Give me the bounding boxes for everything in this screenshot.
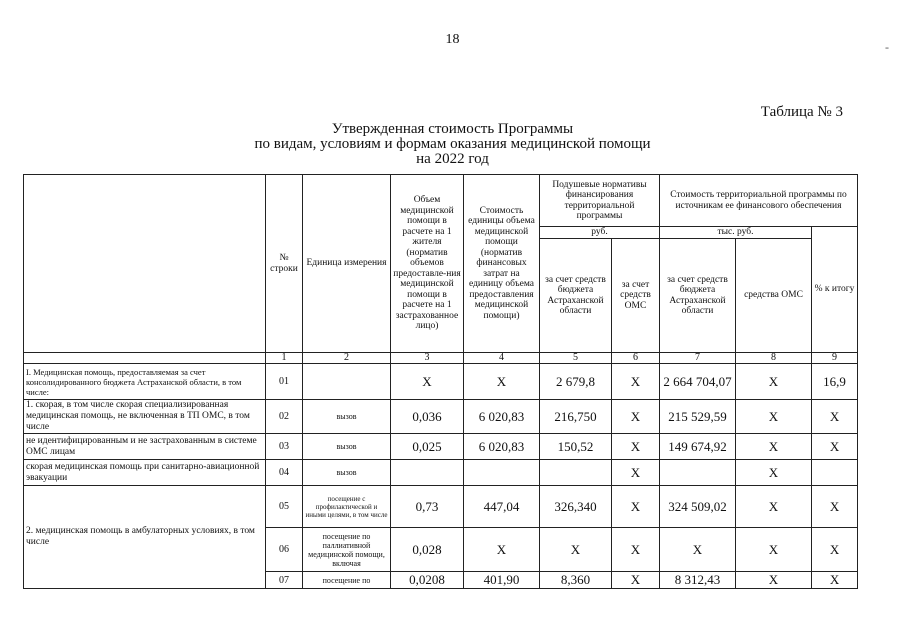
row-pc-oms: X [612, 572, 660, 589]
row-unit: посещение с профилактической и иными целями, в том числе [303, 486, 391, 528]
row-cost [464, 460, 540, 486]
index-cell: 8 [736, 353, 812, 364]
header-blank [24, 175, 266, 353]
row-code: 06 [266, 528, 303, 572]
header-cost-group: Стоимость территориальной программы по источникам ее финансового обеспечения [660, 175, 858, 227]
index-cell: 5 [540, 353, 612, 364]
row-cost: X [464, 364, 540, 400]
row-c-budget: 149 674,92 [660, 434, 736, 460]
row-c-oms: X [736, 528, 812, 572]
table-label: Таблица № 3 [760, 104, 843, 120]
row-c-oms: X [736, 572, 812, 589]
row-c-budget: X [660, 528, 736, 572]
row-c-budget: 2 664 704,07 [660, 364, 736, 400]
index-cell: 2 [303, 353, 391, 364]
row-cost: 447,04 [464, 486, 540, 528]
row-pc-budget: 216,750 [540, 400, 612, 434]
row-volume [391, 460, 464, 486]
row-cost: X [464, 528, 540, 572]
index-cell: 6 [612, 353, 660, 364]
row-percent: X [812, 486, 858, 528]
page-number: 18 [445, 32, 460, 47]
row-percent [812, 460, 858, 486]
index-cell: 7 [660, 353, 736, 364]
row-pc-budget: X [540, 528, 612, 572]
row-cost: 6 020,83 [464, 400, 540, 434]
row-pc-oms: X [612, 460, 660, 486]
index-cell-blank [24, 353, 266, 364]
row-label: не идентифицированным и не застрахованным в системе ОМС лицам [24, 434, 266, 460]
row-pc-budget: 2 679,8 [540, 364, 612, 400]
row-volume: 0,028 [391, 528, 464, 572]
row-c-budget: 215 529,59 [660, 400, 736, 434]
row-pc-budget [540, 460, 612, 486]
header-unit: Единица измерения [303, 175, 391, 353]
row-c-oms: X [736, 460, 812, 486]
row-unit: посещение по [303, 572, 391, 589]
row-c-oms: X [736, 400, 812, 434]
row-unit: вызов [303, 460, 391, 486]
row-c-budget: 8 312,43 [660, 572, 736, 589]
index-cell: 1 [266, 353, 303, 364]
index-cell: 3 [391, 353, 464, 364]
row-label: 1. скорая, в том числе скорая специализированная медицинская помощь, не включенная в ТП ОМС, в том числе [24, 400, 266, 434]
header-per-capita-unit: руб. [540, 227, 660, 239]
row-pc-budget: 150,52 [540, 434, 612, 460]
table-row [24, 434, 858, 460]
row-code: 01 [266, 364, 303, 400]
row-c-oms: X [736, 486, 812, 528]
header-volume: Объем медицинской помощи в расчете на 1 жителя (норматив объемов предоставле-ния медицинской помощи в расчете на 1 застрахованное лицо) [391, 175, 464, 353]
table-row [24, 364, 858, 400]
row-label: скорая медицинская помощь при санитарно-авиационной эвакуации [24, 460, 266, 486]
row-volume: 0,025 [391, 434, 464, 460]
header-pc-oms: за счет средств ОМС [612, 239, 660, 353]
header-c-budget: за счет средств бюджета Астраханской области [660, 239, 736, 353]
table-row [24, 400, 858, 434]
table-row [24, 460, 858, 486]
row-pc-oms: X [612, 434, 660, 460]
row-volume: X [391, 364, 464, 400]
row-percent: X [812, 434, 858, 460]
scan-mark: - [885, 40, 889, 54]
title-line-2: по видам, условиям и формам оказания медицинской помощи [254, 136, 651, 152]
row-unit: вызов [303, 400, 391, 434]
row-cost: 401,90 [464, 572, 540, 589]
row-volume: 0,036 [391, 400, 464, 434]
table-row [24, 486, 858, 528]
row-c-oms: X [736, 364, 812, 400]
header-percent: % к итогу [812, 227, 858, 353]
row-percent: X [812, 400, 858, 434]
row-cost: 6 020,83 [464, 434, 540, 460]
row-pc-budget: 8,360 [540, 572, 612, 589]
header-pc-budget: за счет средств бюджета Астраханской области [540, 239, 612, 353]
title-line-3: на 2022 год [416, 151, 489, 167]
row-label: I. Медицинская помощь, предоставляемая за счет консолидированного бюджета Астраханской области, в том числе: [24, 364, 266, 400]
row-code: 04 [266, 460, 303, 486]
row-percent: X [812, 528, 858, 572]
row-c-budget [660, 460, 736, 486]
row-volume: 0,0208 [391, 572, 464, 589]
index-cell: 4 [464, 353, 540, 364]
header-cost-unit: тыс. руб. [660, 227, 812, 239]
row-pc-oms: X [612, 400, 660, 434]
title-line-1: Утвержденная стоимость Программы [331, 121, 574, 137]
header-c-oms: средства ОМС [736, 239, 812, 353]
row-code: 03 [266, 434, 303, 460]
row-code: 05 [266, 486, 303, 528]
row-c-budget: 324 509,02 [660, 486, 736, 528]
row-unit: вызов [303, 434, 391, 460]
document-title [0, 122, 905, 167]
index-cell: 9 [812, 353, 858, 364]
row-unit: посещение по паллиативной медицинской помощи, включая [303, 528, 391, 572]
row-pc-oms: X [612, 486, 660, 528]
row-pc-oms: X [612, 364, 660, 400]
row-percent: X [812, 572, 858, 589]
row-label: 2. медицинская помощь в амбулаторных условиях, в том числе [24, 486, 266, 589]
row-percent: 16,9 [812, 364, 858, 400]
row-pc-budget: 326,340 [540, 486, 612, 528]
row-pc-oms: X [612, 528, 660, 572]
cost-table [23, 174, 858, 589]
row-c-oms: X [736, 434, 812, 460]
row-volume: 0,73 [391, 486, 464, 528]
row-unit [303, 364, 391, 400]
row-code: 02 [266, 400, 303, 434]
header-row-no: № строки [266, 175, 303, 353]
header-cost: Стоимость единицы объема медицинской помощи (норматив финансовых затрат на единицу объема предоставления медицинской помощи) [464, 175, 540, 353]
index-row [24, 353, 858, 364]
row-code: 07 [266, 572, 303, 589]
header-per-capita-group: Подушевые нормативы финансирования территориальной программы [540, 175, 660, 227]
